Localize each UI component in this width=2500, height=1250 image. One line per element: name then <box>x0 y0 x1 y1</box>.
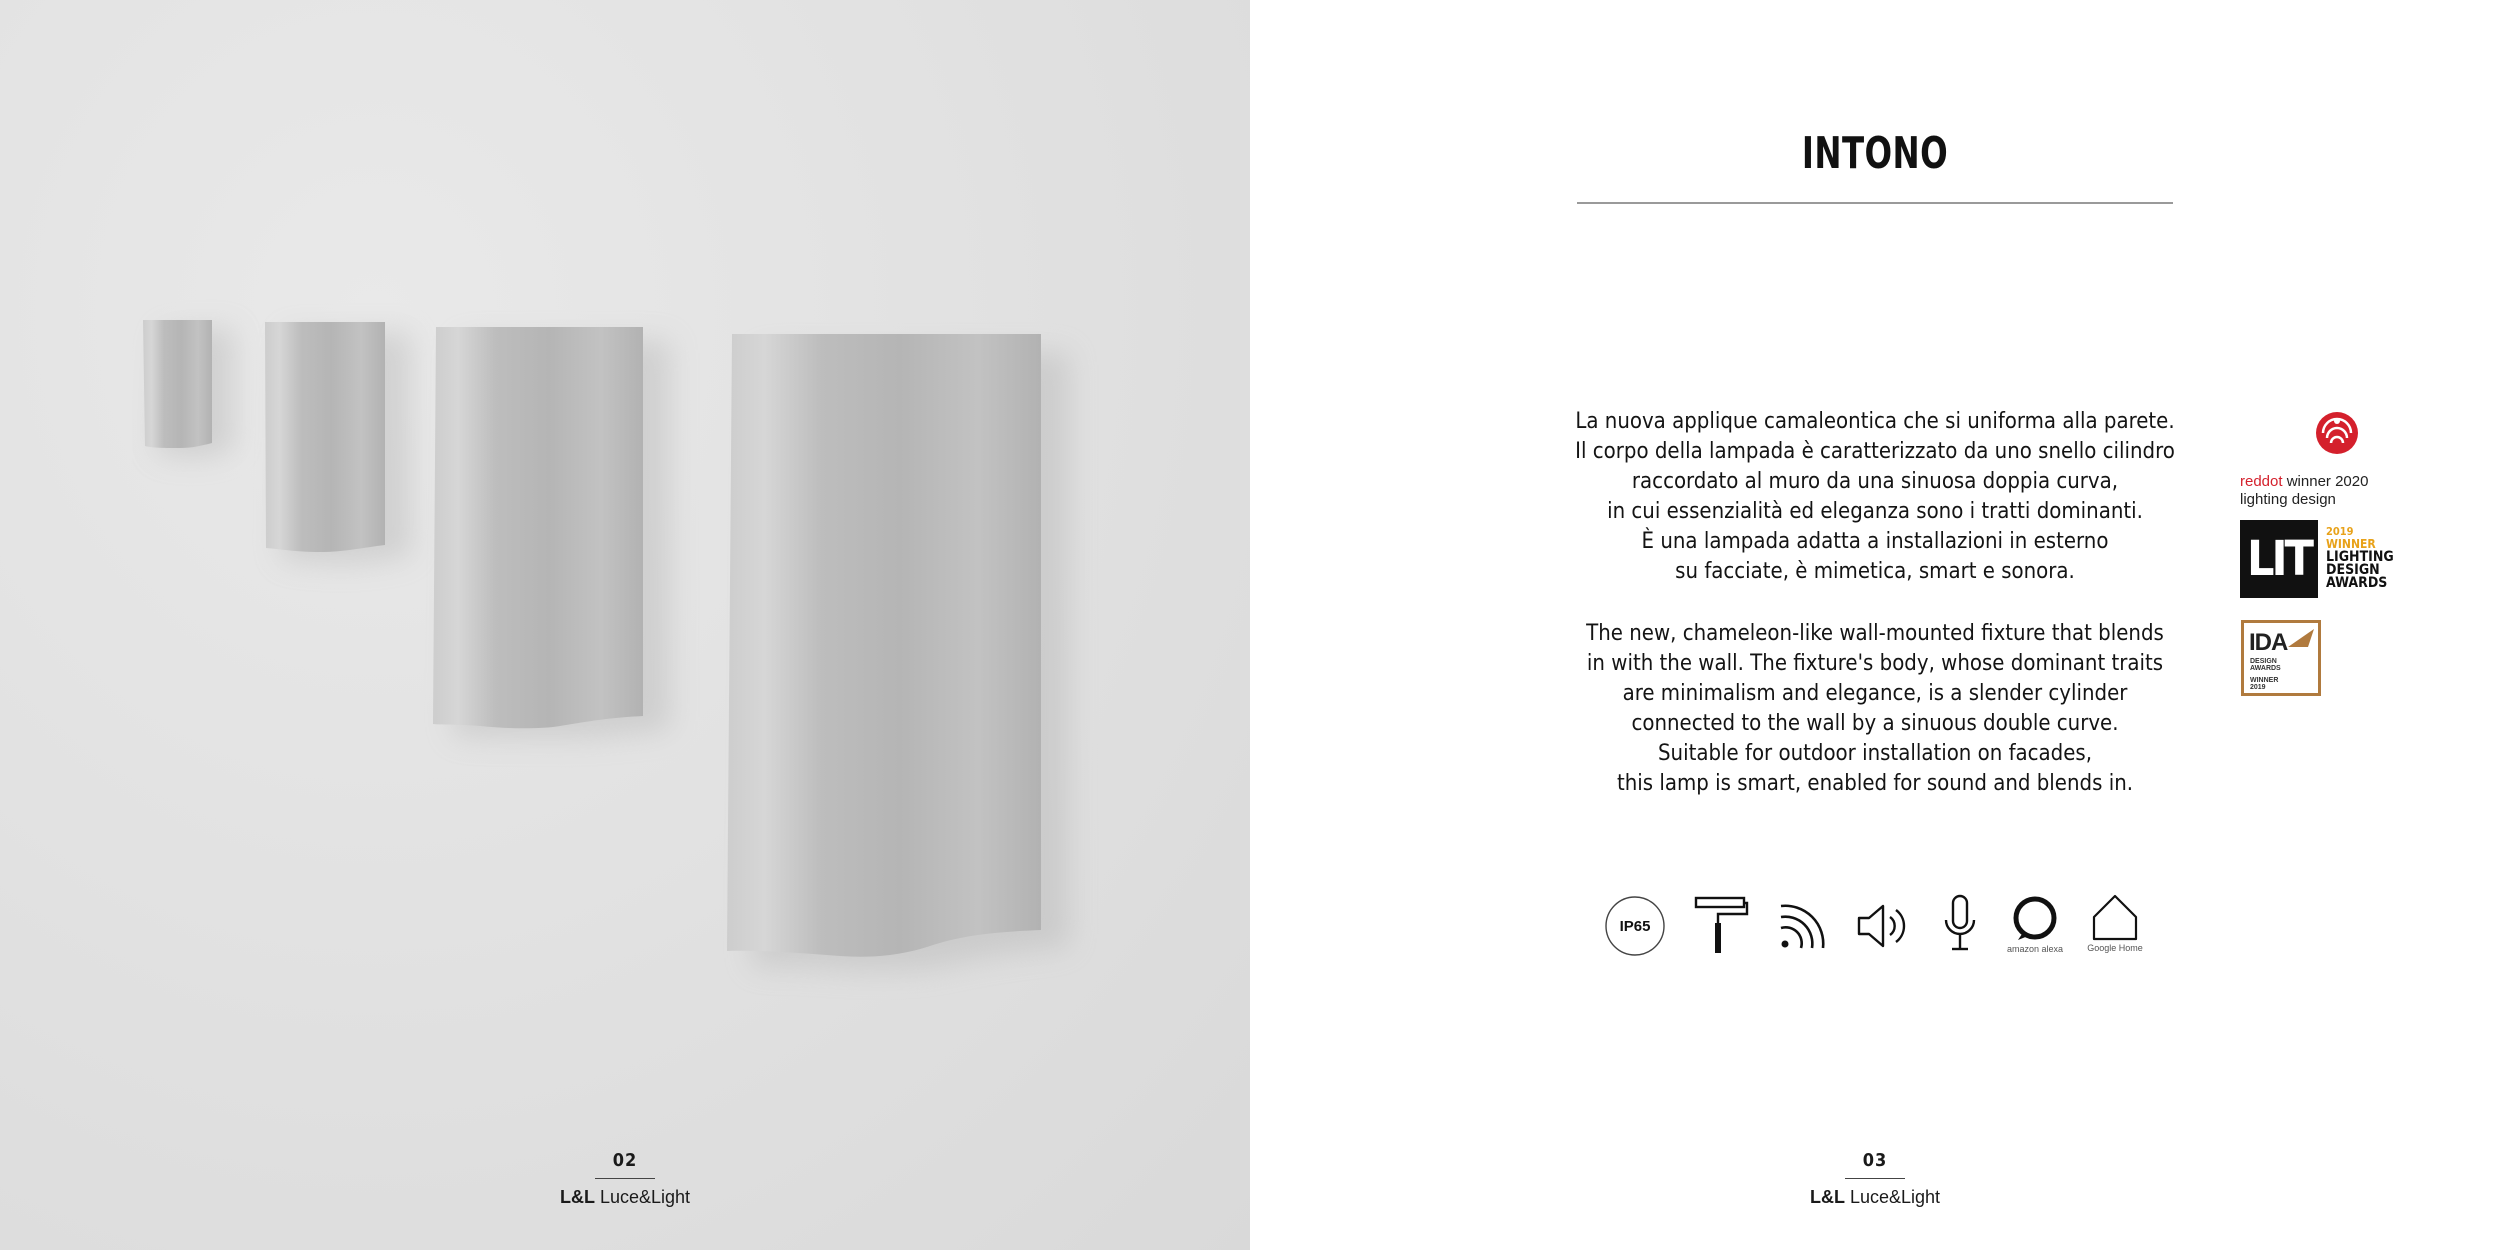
ida-wing-icon <box>2288 629 2314 649</box>
lamp-small <box>143 320 234 458</box>
description-line: are minimalism and elegance, is a slender cylinder <box>1622 681 2128 706</box>
lamp-medium <box>265 322 411 564</box>
description-line: su facciate, è mimetica, smart e sonora. <box>1675 559 2075 584</box>
description-line: connected to the wall by a sinuous double curve. <box>1631 711 2119 736</box>
speaker-icon <box>1855 898 1915 954</box>
description-line: La nuova applique camaleontica che si uniforma alla parete. <box>1575 409 2175 434</box>
right-page-footer <box>1745 1150 2005 1208</box>
ida-award-badge: IDA DESIGN AWARDS WINNER 2019 <box>2241 620 2321 696</box>
description-line: in cui essenzialità ed eleganza sono i tratti dominanti. <box>1607 499 2143 524</box>
microphone-icon <box>1940 894 1980 956</box>
svg-text:IP65: IP65 <box>1619 918 1651 935</box>
ida-logo: IDA <box>2249 629 2288 656</box>
lamp-large <box>433 327 670 738</box>
reddot-logo-icon <box>2240 408 2440 458</box>
lit-logo: LIT <box>2240 520 2318 598</box>
google-home-icon <box>2087 893 2143 953</box>
google-home-caption: Google Home <box>2087 943 2143 953</box>
footer-rule <box>1845 1178 1905 1179</box>
description-line: this lamp is smart, enabled for sound and blends in. <box>1616 771 2134 796</box>
left-page-footer <box>495 1150 755 1208</box>
lit-caption: 2019 WINNER LIGHTING DESIGN AWARDS <box>2326 525 2394 591</box>
page-number: 02 <box>612 1150 638 1171</box>
brand-label: L&L Luce&Light <box>559 1187 691 1207</box>
lamp-xlarge <box>727 334 1069 971</box>
ip65-badge <box>1604 895 1666 957</box>
reddot-caption: reddot winner 2020 lighting design <box>2240 473 2369 508</box>
description-line: raccordato al muro da una sinuosa doppia curva, <box>1631 469 2119 494</box>
brand-label: L&L Luce&Light <box>1809 1187 1941 1207</box>
alexa-caption: amazon alexa <box>2006 944 2064 954</box>
paint-roller-icon <box>1690 895 1750 955</box>
description-line: Suitable for outdoor installation on facades, <box>1657 741 2093 766</box>
description-line: È una lampada adatta a installazioni in esterno <box>1641 529 2109 554</box>
description-english <box>1525 619 2225 799</box>
product-title: INTONO <box>1801 128 1949 179</box>
description-line: The new, chameleon-like wall-mounted fixture that blends <box>1586 621 2164 646</box>
footer-rule <box>595 1178 655 1179</box>
description-italian <box>1525 407 2225 587</box>
alexa-icon <box>2006 894 2064 954</box>
page-number: 03 <box>1862 1150 1888 1171</box>
right-page <box>1250 0 2500 1250</box>
description-line: Il corpo della lampada è caratterizzato da uno snello cilindro <box>1575 439 2175 464</box>
wifi-icon <box>1775 898 1831 954</box>
title-rule <box>1577 202 2173 204</box>
description-line: in with the wall. The fixture's body, whose dominant traits <box>1586 651 2164 676</box>
